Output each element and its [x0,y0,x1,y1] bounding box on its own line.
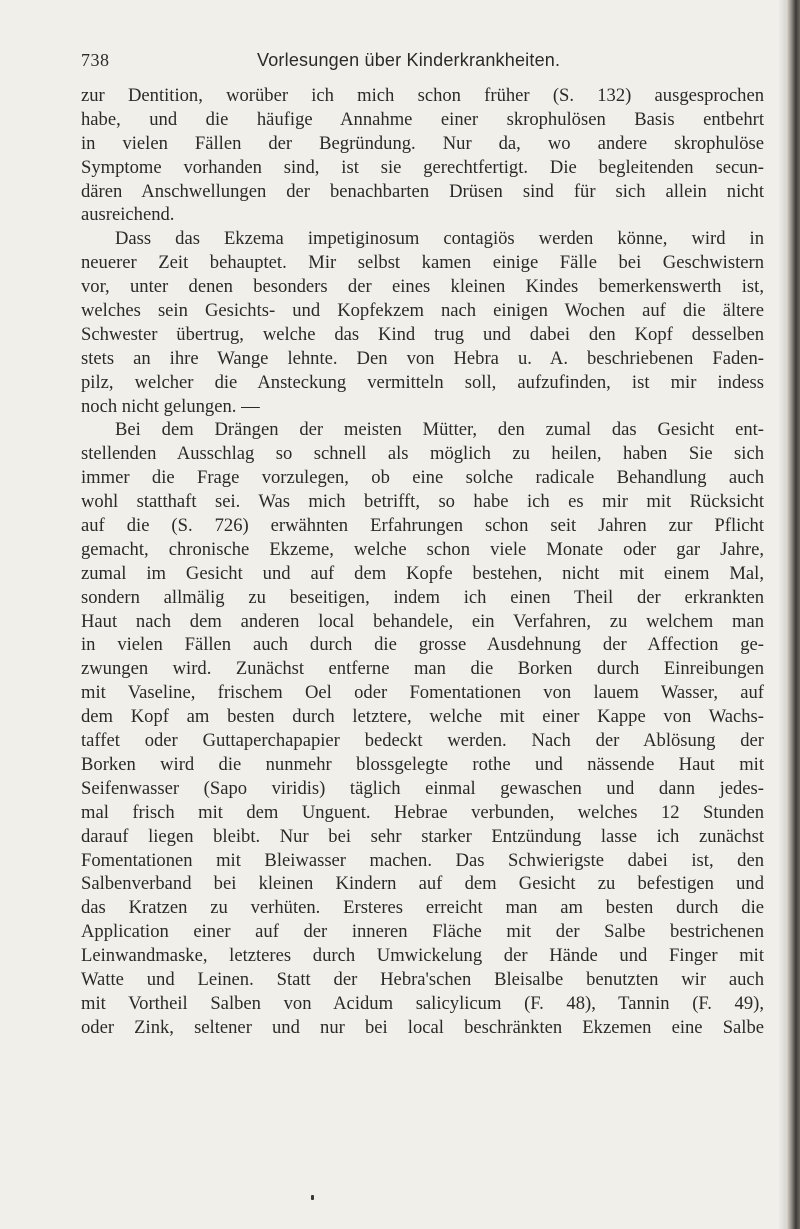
page-edge [786,0,800,1229]
text-line: Salbenverband bei kleinen Kindern auf dem Gesicht zu befestigen und [81,873,764,895]
text-line: oder Zink, seltener und nur bei local beschränkten Ekzemen eine Salbe [81,1016,764,1038]
text-line: Borken wird die nunmehr blossgelegte rothe und nässende Haut mit [81,753,764,775]
text-line: stets an ihre Wange lehnte. Den von Hebra u. A. beschriebenen Faden- [81,347,764,369]
text-line: Fomentationen mit Bleiwasser machen. Das Schwierigste dabei ist, den [81,849,764,871]
text-line: Dass das Ekzema impetiginosum contagiös werden könne, wird in [115,228,764,250]
ink-speck [311,1195,314,1200]
text-line: darauf liegen bleibt. Nur bei sehr starker Entzündung lasse ich zunächst [81,825,764,847]
text-line: ausreichend. [81,204,175,226]
text-line: wohl statthaft sei. Was mich betrifft, so habe ich es mir mit Rücksicht [81,491,764,513]
page-edge-shadow [778,0,786,1229]
text-line: Leinwandmaske, letzteres durch Umwickelung der Hände und Finger mit [81,945,764,967]
text-line: neuerer Zeit behauptet. Mir selbst kamen einige Fälle bei Geschwistern [81,252,764,274]
text-line: auf die (S. 726) erwähnten Erfahrungen schon seit Jahren zur Pflicht [81,515,764,537]
text-line: dären Anschwellungen der benachbarten Drüsen sind für sich allein nicht [81,180,764,202]
text-line: Schwester übertrug, welche das Kind trug und dabei den Kopf desselben [81,323,764,345]
text-line: taffet oder Guttaperchapapier bedeckt werden. Nach der Ablösung der [81,730,764,752]
text-line: mit Vaseline, frischem Oel oder Fomentationen von lauem Wasser, auf [81,682,764,704]
text-line: Seifenwasser (Sapo viridis) täglich einmal gewaschen und dann jedes- [81,777,764,799]
body-text [81,84,764,1040]
text-line: sondern allmälig zu beseitigen, indem ich einen Theil der erkrankten [81,586,764,608]
text-line: dem Kopf am besten durch letztere, welche mit einer Kappe von Wachs- [81,706,764,728]
text-line: Haut nach dem anderen local behandele, ein Verfahren, zu welchem man [81,610,764,632]
text-line: Symptome vorhanden sind, ist sie gerechtfertigt. Die begleitenden secun- [81,156,764,178]
text-line: welches sein Gesichts- und Kopfekzem nach einigen Wochen auf die ältere [81,300,764,322]
text-line: zwungen wird. Zunächst entferne man die Borken durch Einreibungen [81,658,764,680]
text-line: zumal im Gesicht und auf dem Kopfe bestehen, nicht mit einem Mal, [81,562,764,584]
text-line: in vielen Fällen auch durch die grosse Ausdehnung der Affection ge- [81,634,764,656]
text-line: immer die Frage vorzulegen, ob eine solche radicale Behandlung auch [81,467,764,489]
page-number: 738 [81,50,110,70]
text-line: Watte und Leinen. Statt der Hebra'schen Bleisalbe benutzten wir auch [81,968,764,990]
page-header [81,50,771,80]
text-line: Application einer auf der inneren Fläche mit der Salbe bestrichenen [81,921,764,943]
text-line: habe, und die häufige Annahme einer skrophulösen Basis entbehrt [81,108,764,130]
text-line: das Kratzen zu verhüten. Ersteres erreicht man am besten durch die [81,897,764,919]
text-line: noch nicht gelungen. — [81,395,260,417]
running-title: Vorlesungen über Kinderkrankheiten. [257,50,561,70]
text-line: mit Vortheil Salben von Acidum salicylicum (F. 48), Tannin (F. 49), [81,992,764,1014]
text-line: Bei dem Drängen der meisten Mütter, den zumal das Gesicht ent- [115,419,764,441]
text-line: vor, unter denen besonders der eines kleinen Kindes bemerkenswerth ist, [81,276,764,298]
text-line: mal frisch mit dem Unguent. Hebrae verbunden, welches 12 Stunden [81,801,764,823]
text-line: pilz, welcher die Ansteckung vermitteln soll, aufzufinden, ist mir indess [81,371,764,393]
text-line: in vielen Fällen der Begründung. Nur da, wo andere skrophulöse [81,132,764,154]
text-line: stellenden Ausschlag so schnell als möglich zu heilen, haben Sie sich [81,443,764,465]
text-line: zur Dentition, worüber ich mich schon früher (S. 132) ausgesprochen [81,85,764,106]
text-line: gemacht, chronische Ekzeme, welche schon viele Monate oder gar Jahre, [81,538,764,560]
